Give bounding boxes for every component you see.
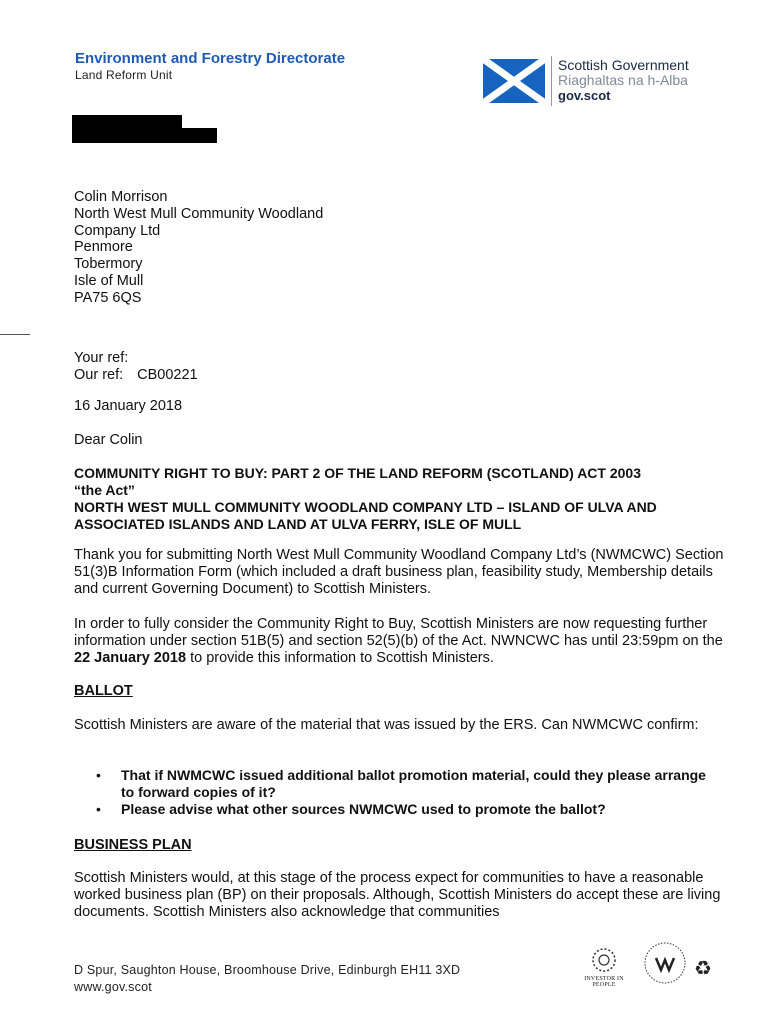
subject-heading [74, 465, 714, 533]
letter-date: 16 January 2018 [74, 398, 183, 414]
section-heading-ballot: BALLOT [74, 683, 133, 699]
footer-web-link[interactable]: www.gov.scot [74, 980, 152, 994]
fold-mark [0, 334, 30, 335]
ballot-questions [96, 767, 716, 818]
disability-symbol-icon [642, 940, 688, 986]
paragraph-ballot: Scottish Ministers are aware of the material that was issued by the ERS. Can NWMCWC confirm: [74, 717, 699, 733]
address-line: North West Mull Community Woodland [74, 205, 324, 222]
recipient-address [74, 189, 323, 307]
redaction-bar [72, 128, 217, 143]
deadline-date: 22 January 2018 [74, 650, 187, 666]
our-ref-label: Our ref: [74, 367, 124, 383]
logo-line-gaelic: Riaghaltas na h-Alba [558, 72, 688, 88]
subject-line: “the Act” [74, 482, 135, 498]
scottish-government-logo [483, 56, 713, 106]
footer-address [74, 962, 460, 996]
your-ref-label: Your ref: [74, 350, 129, 366]
address-line: Colin Morrison [74, 189, 168, 205]
logo-line-web: gov.scot [558, 88, 611, 103]
list-item: • That if NWMCWC issued additional ballot promotion material, could they please arrange to forward copies of it? [96, 767, 716, 801]
paragraph-text: In order to fully consider the Community Right to Buy, Scottish Ministers are now requesting further information under section 51B(5) and section 52(5)(b) of the Act. NWNCWC has until 23:59pm on the [74, 616, 723, 649]
address-line: PA75 6QS [74, 289, 142, 306]
salutation: Dear Colin [74, 432, 143, 448]
section-heading-business-plan: BUSINESS PLAN [74, 837, 192, 853]
iip-label: INVESTOR IN PEOPLE [584, 976, 624, 988]
positive-about-disabled-people-badge [642, 940, 688, 986]
our-ref-value: CB00221 [137, 367, 198, 383]
subject-line: NORTH WEST MULL COMMUNITY WOODLAND COMPANY LTD – ISLAND OF ULVA AND ASSOCIATED ISLANDS AND LAND AT ULVA FERRY, ISLE OF MULL [74, 499, 657, 532]
laurel-icon [575, 944, 633, 976]
recycle-icon: ♻ [694, 958, 712, 980]
footer-street: D Spur, Saughton House, Broomhouse Drive, Edinburgh EH11 3XD [74, 963, 461, 977]
paragraph-business-plan: Scottish Ministers would, at this stage of the process expect for communities to have a reasonable worked business plan (BP) on their proposals. Although, Scottish Ministers do accept these are living documents. Scottish Ministers also acknowledge that communities [74, 870, 721, 920]
address-line: Penmore [74, 239, 133, 256]
logo-line-english: Scottish Government [558, 57, 689, 73]
directorate-title: Environment and Forestry Directorate [75, 50, 346, 67]
address-line: Isle of Mull [74, 272, 144, 289]
paragraph-text: to provide this information to Scottish Ministers. [186, 650, 494, 666]
investor-in-people-badge [575, 944, 633, 988]
paragraph-intro: Thank you for submitting North West Mull Community Woodland Company Ltd’s (NWMCWC) Section 51(3)B Information Form (which included a draft business plan, feasibility study, Membership details and current Governing Document) to Scottish Ministers. [74, 547, 724, 597]
saltire-flag-icon [483, 59, 545, 103]
list-item: • Please advise what other sources NWMCWC used to promote the ballot? [96, 801, 716, 818]
redaction-bar [72, 115, 182, 129]
subject-line: COMMUNITY RIGHT TO BUY: PART 2 OF THE LAND REFORM (SCOTLAND) ACT 2003 [74, 465, 642, 481]
paragraph-request [74, 616, 724, 667]
address-line: Tobermory [74, 256, 143, 273]
address-line: Company Ltd [74, 222, 161, 239]
references [74, 350, 198, 384]
unit-name: Land Reform Unit [75, 68, 173, 82]
